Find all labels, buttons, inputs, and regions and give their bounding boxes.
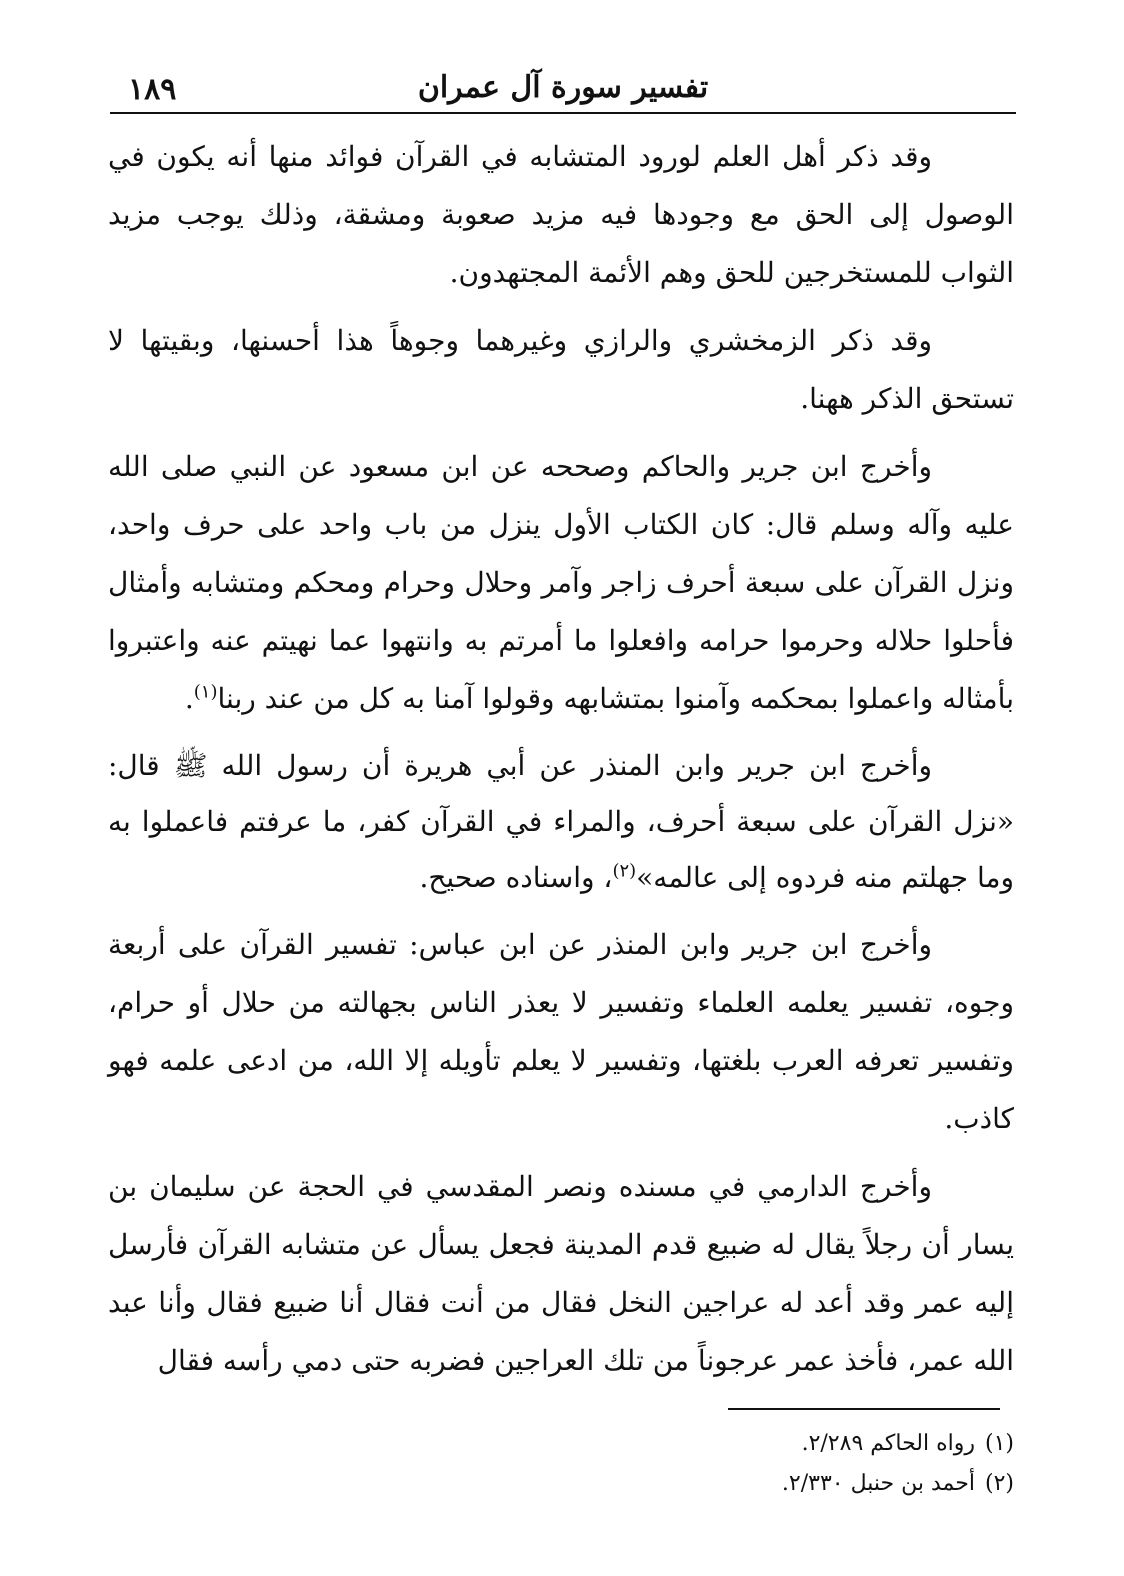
paragraph-text: وقد ذكر الزمخشري والرازي وغيرهما وجوهاً هذا أحسنها، وبقيتها لا تستحق الذكر ههنا. [108, 324, 1014, 415]
footnote-text: رواه الحاكم ٢/٢٨٩. [801, 1431, 975, 1456]
paragraph-tail: ، واسناده صحيح. [419, 861, 613, 894]
running-header [110, 62, 1016, 114]
body-text [108, 128, 1014, 1400]
paragraph-3 [108, 438, 1014, 728]
paragraph-5 [108, 916, 1014, 1148]
footnote-text: أحمد بن حنبل ٢/٣٣٠. [781, 1471, 975, 1496]
page-number: ١٨٩ [128, 72, 177, 107]
footnote-number: (٢) [984, 1471, 1014, 1496]
paragraph-tail: . [184, 682, 194, 715]
paragraph-1 [108, 128, 1014, 302]
paragraph-text: وقد ذكر أهل العلم لورود المتشابه في القرآن فوائد منها أنه يكون في الوصول إلى الحق مع وجودها فيه مزيد صعوبة ومشقة، وذلك يوجب مزيد الثواب للمستخرجين للحق وهم الأئمة المجتهدون. [108, 140, 1014, 289]
footnote-ref-1: (١) [193, 681, 218, 703]
paragraph-text: وأخرج ابن جرير والحاكم وصححه عن ابن مسعود عن النبي صلى الله عليه وآله وسلم قال: كان الكتاب الأول ينزل من باب واحد على حرف واحد، ونزل القرآن على سبعة أحرف زاجر وآمر وحلال وحرام ومحكم ومتشابه وأمثال فأحلوا حلاله وحرموا حرامه وافعلوا ما أمرتم به وانتهوا عما نهيتم عنه واعتبروا بأمثاله واعملوا بمحكمه وآمنوا بمتشابهه وقولوا آمنا به كل من عند ربنا [108, 450, 1014, 715]
paragraph-4 [108, 738, 1014, 906]
paragraph-2 [108, 312, 1014, 428]
footnote-2 [600, 1464, 1014, 1504]
footnote-ref-2: (٢) [612, 860, 637, 882]
footnote-1 [600, 1424, 1014, 1464]
paragraph-text: وأخرج ابن جرير وابن المنذر عن ابن عباس: تفسير القرآن على أربعة وجوه، تفسير يعلمه العلماء وتفسير لا يعذر الناس بجهالته من حلال أو حرام، وتفسير تعرفه العرب بلغتها، وتفسير لا يعلم تأويله إلا الله، من ادعى علمه فهو كاذب. [108, 928, 1014, 1135]
book-title: تفسير سورة آل عمران [417, 70, 709, 105]
footnotes [600, 1424, 1014, 1504]
paragraph-text: وأخرج ابن جرير وابن المنذر عن أبي هريرة أن رسول الله ﷺ قال: «نزل القرآن على سبعة أحرف، والمراء في القرآن كفر، ما عرفتم فاعملوا به وما جهلتم منه فردوه إلى عالمه» [108, 749, 1014, 894]
paragraph-text: وأخرج الدارمي في مسنده ونصر المقدسي في الحجة عن سليمان بن يسار أن رجلاً يقال له ضبيع قدم المدينة فجعل يسأل عن متشابه القرآن فأرسل إليه عمر وقد أعد له عراجين النخل فقال من أنت فقال أنا ضبيع فقال وأنا عبد الله عمر، فأخذ عمر عرجوناً من تلك العراجين فضربه حتى دمي رأسه فقال [108, 1170, 1014, 1377]
footnote-number: (١) [984, 1431, 1014, 1456]
footnote-divider [728, 1408, 1000, 1410]
paragraph-6 [108, 1158, 1014, 1390]
